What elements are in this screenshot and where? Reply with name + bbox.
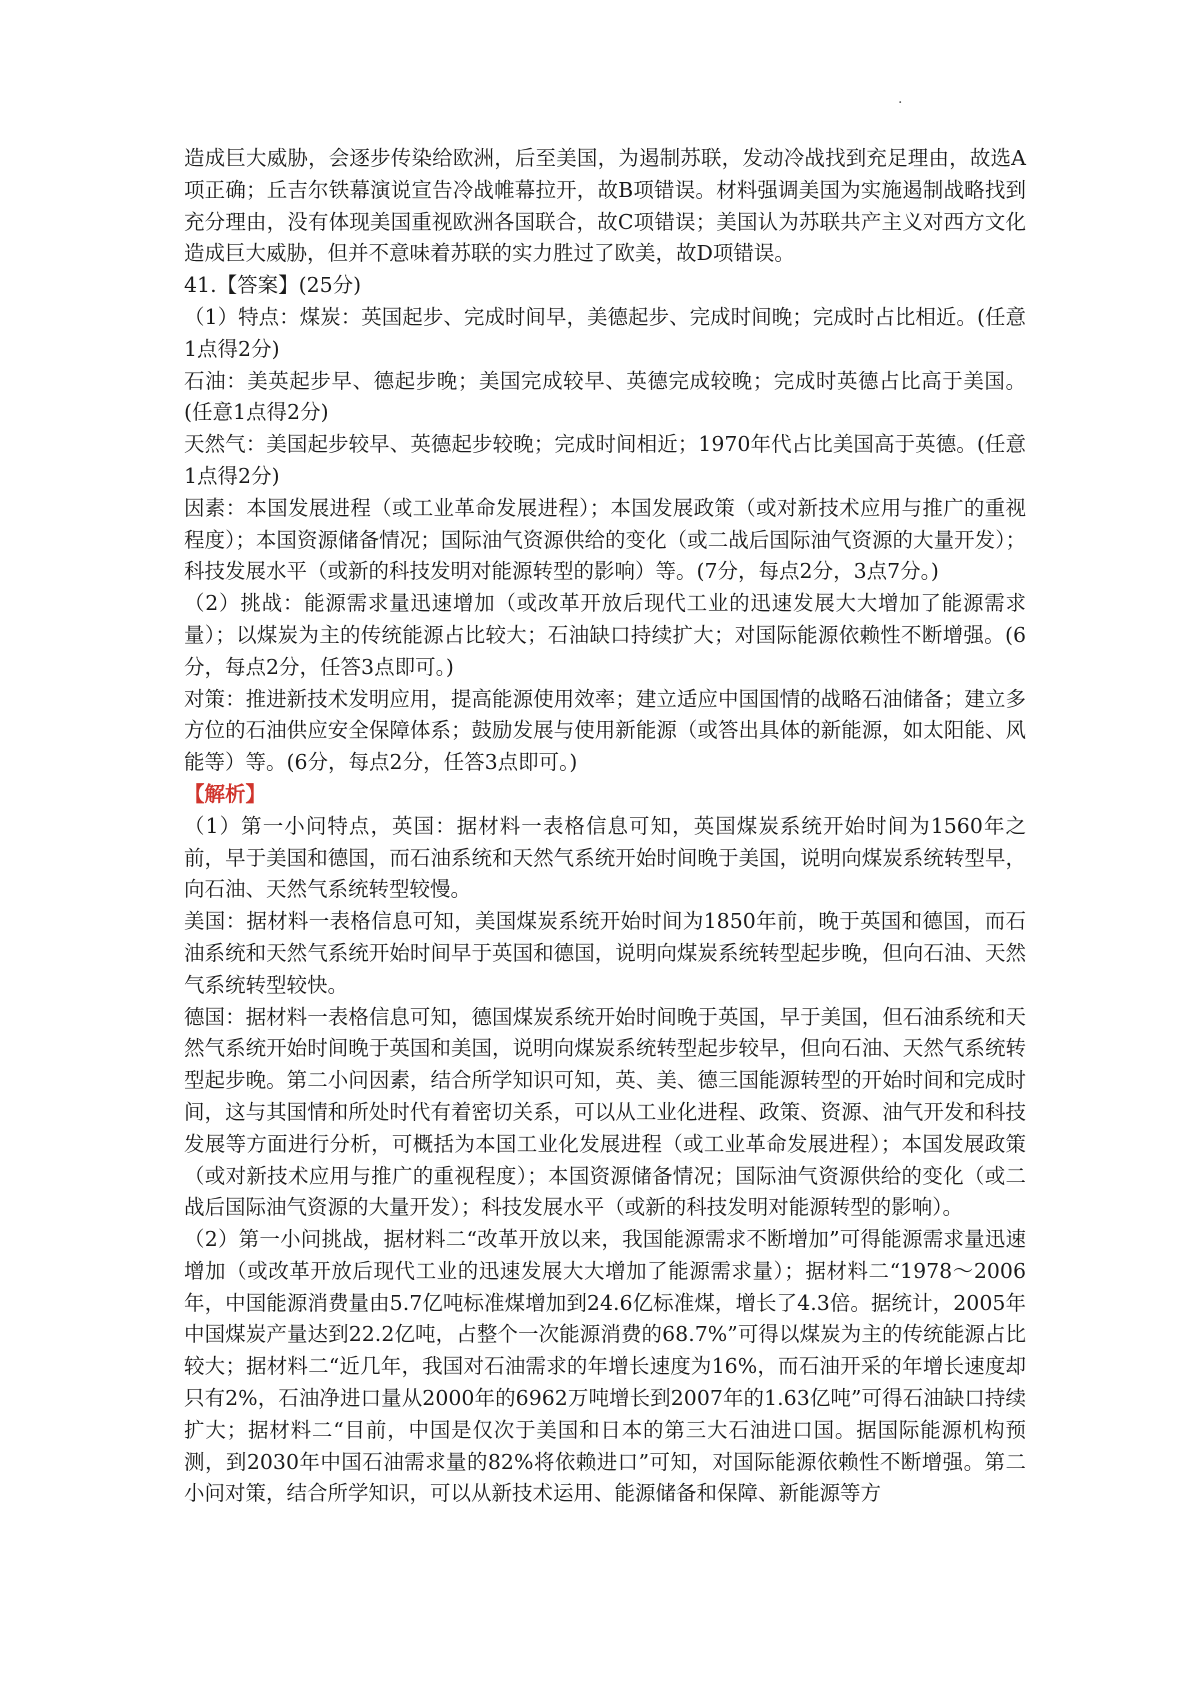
paragraph-answer-1-oil: 石油：美英起步早、德起步晚；美国完成较早、英德完成较晚；完成时英德占比高于美国。(任意1点得2分) — [184, 368, 1026, 425]
paragraph-q40-analysis-end: 造成巨大威胁，会逐步传染给欧洲，后至美国，为遏制苏联，发动冷战找到充足理由，故选A项正确；丘吉尔铁幕演说宣告冷战帷幕拉开，故B项错误。材料强调美国为实施遏制战略找到充分理由，没有体现美国重视欧洲各国联合，故C项错误；美国认为苏联共产主义对西方文化造成巨大威胁，但并不意味着苏联的实力胜过了欧美，故D项错误。 — [184, 146, 1026, 266]
paragraph-analysis-1-us: 美国：据材料一表格信息可知，美国煤炭系统开始时间为1850年前，晚于英国和德国，而石油系统和天然气系统开始时间早于英国和德国，说明向煤炭系统转型起步晚，但向石油、天然气系统转型较快。 — [184, 909, 1026, 997]
document-body — [184, 143, 1026, 1510]
paragraph-analysis-2: （2）第一小问挑战，据材料二“改革开放以来，我国能源需求不断增加”可得能源需求量迅速增加（或改革开放后现代工业的迅速发展大大增加了能源需求量）；据材料二“1978～2006年，中国能源消费量由5.7亿吨标准煤增加到24.6亿标准煤，增长了4.3倍。据统计，2005年中国煤炭产量达到22.2亿吨，占整个一次能源消费的68.7%”可得以煤炭为主的传统能源占比较大；据材料二“近几年，我国对石油需求的年增长速度为16%，而石油开采的年增长速度却只有2%，石油净进口量从2000年的6962万吨增长到2007年的1.63亿吨”可得石油缺口持续扩大；据材料二“目前，中国是仅次于美国和日本的第三大石油进口国。据国际能源机构预测，到2030年中国石油需求量的82%将依赖进口”可知，对国际能源依赖性不断增强。第二小问对策，结合所学知识，可以从新技术运用、能源储备和保障、新能源等方 — [184, 1227, 1026, 1506]
paragraph-answer-1-gas: 天然气：美国起步较早、英德起步较晚；完成时间相近；1970年代占比美国高于英德。(任意1点得2分) — [184, 432, 1026, 488]
page-mark: · — [898, 95, 903, 111]
paragraph-q41-answer-title: 41.【答案】(25分) — [184, 273, 362, 298]
paragraph-analysis-1-germany: 德国：据材料一表格信息可知，德国煤炭系统开始时间晚于英国，早于美国，但石油系统和天然气系统开始时间晚于英国和美国，说明向煤炭系统转型起步较早，但向石油、天然气系统转型起步晚。第二小问因素，结合所学知识可知，英、美、德三国能源转型的开始时间和完成时间，这与其国情和所处时代有着密切关系，可以从工业化进程、政策、资源、油气开发和科技发展等方面进行分析，可概括为本国工业化发展进程（或工业革命发展进程）；本国发展政策（或对新技术应用与推广的重视程度）；本国资源储备情况；国际油气资源供给的变化（或二战后国际油气资源的大量开发）；科技发展水平（或新的科技发明对能源转型的影响）。 — [184, 1004, 1026, 1220]
paragraph-answer-1-coal: （1）特点：煤炭：英国起步、完成时间早，美德起步、完成时间晚；完成时占比相近。(任意1点得2分) — [184, 304, 1026, 361]
paragraph-answer-2-challenges: （2）挑战：能源需求量迅速增加（或改革开放后现代工业的迅速发展大大增加了能源需求量）；以煤炭为主的传统能源占比较大；石油缺口持续扩大；对国际能源依赖性不断增强。(6分，每点2分，任答3点即可。) — [184, 591, 1026, 679]
paragraph-analysis-1-uk: （1）第一小问特点，英国：据材料一表格信息可知，英国煤炭系统开始时间为1560年之前，早于美国和德国，而石油系统和天然气系统开始时间晚于美国，说明向煤炭系统转型早，向石油、天然气系统转型较慢。 — [184, 813, 1026, 902]
paragraph-answer-2-measures: 对策：推进新技术发明应用，提高能源使用效率；建立适应中国国情的战略石油储备；建立多方位的石油供应安全保障体系；鼓励发展与使用新能源（或答出具体的新能源，如太阳能、风能等）等。(6分，每点2分，任答3点即可。) — [184, 686, 1026, 775]
paragraph-answer-1-factors: 因素：本国发展进程（或工业革命发展进程）；本国发展政策（或对新技术应用与推广的重视程度）；本国资源储备情况；国际油气资源供给的变化（或二战后国际油气资源的大量开发）；科技发展水平（或新的科技发明对能源转型的影响）等。(7分，每点2分，3点7分。) — [184, 495, 1026, 584]
analysis-heading: 【解析】 — [184, 781, 266, 806]
